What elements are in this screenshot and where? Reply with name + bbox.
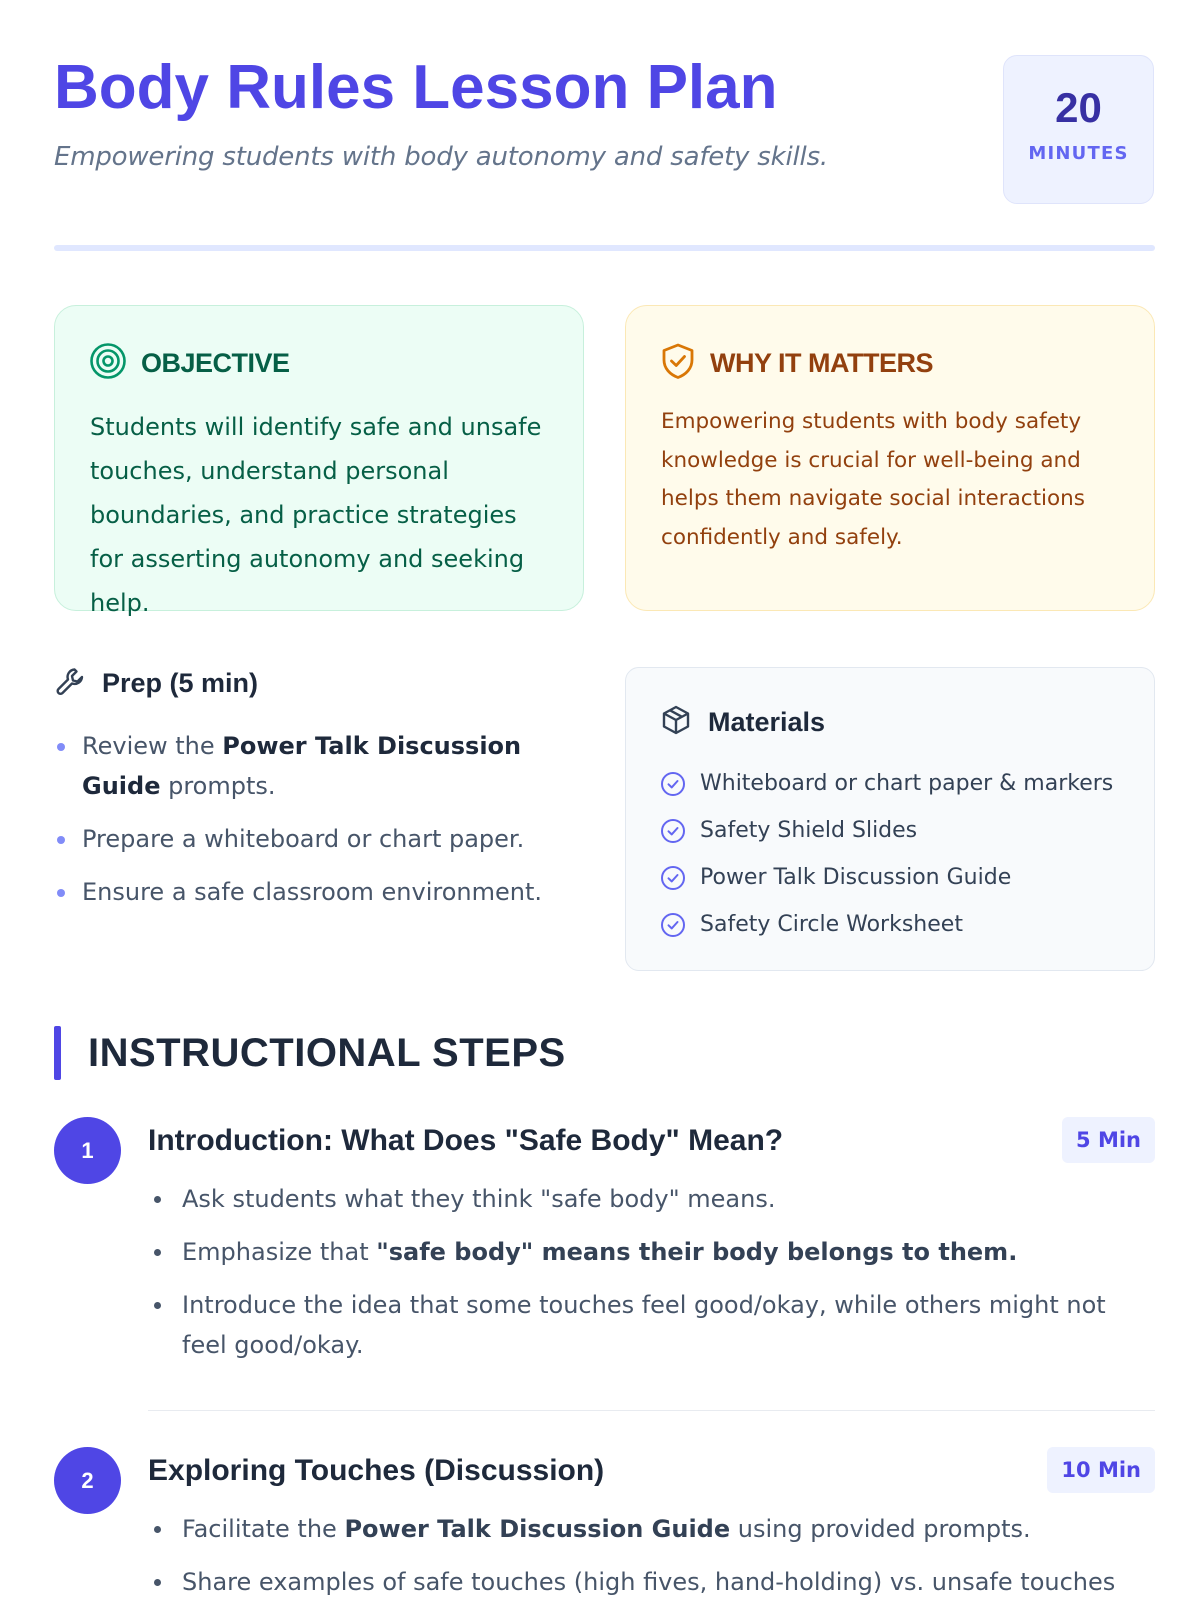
- material-label: Whiteboard or chart paper & markers: [700, 771, 1114, 796]
- step-duration-badge: 5 Min: [1062, 1117, 1155, 1163]
- why-header: [660, 342, 933, 384]
- prep-item-text: Prepare a whiteboard or chart paper.: [82, 825, 525, 853]
- materials-title: Materials: [708, 706, 826, 737]
- step-list: [148, 1179, 1155, 1378]
- check-circle-icon: [660, 865, 686, 891]
- prep-title: Prep (5 min): [102, 667, 259, 698]
- material-label: Power Talk Discussion Guide: [700, 865, 1012, 890]
- prep-item-text-end: prompts.: [160, 772, 276, 800]
- objective-header: [89, 342, 290, 384]
- objective-title: OBJECTIVE: [141, 347, 290, 378]
- page-title: Body Rules Lesson Plan: [54, 53, 778, 122]
- shield-check-icon: [660, 342, 696, 384]
- check-circle-icon: [660, 818, 686, 844]
- why-text: Empowering students with body safety knowledge is crucial for well-being and helps them navigate social interactions confidently and safely.: [661, 409, 1085, 550]
- objective-text: Students will identify safe and unsafe touches, understand personal boundaries, and practice strategies for asserting autonomy and seeking help.: [90, 413, 542, 617]
- step-item-emphasis: "safe body" means their body belongs to them.: [376, 1238, 1018, 1266]
- prep-item-text: Ensure a safe classroom environment.: [82, 878, 542, 906]
- step-item-text-end: using provided prompts.: [730, 1515, 1031, 1543]
- check-circle-icon: [660, 912, 686, 938]
- step-item-emphasis: Power Talk Discussion Guide: [344, 1515, 731, 1543]
- prep-item-text: Review the: [82, 732, 223, 760]
- step-item: [148, 1232, 1155, 1272]
- prep-item: [54, 726, 594, 806]
- step-1: [54, 1117, 1155, 1407]
- step-item-text: Introduce the idea that some touches feel good/okay, while others might not feel good/okay.: [182, 1291, 1106, 1359]
- step-item: [148, 1285, 1155, 1365]
- section-title: INSTRUCTIONAL STEPS: [88, 1031, 566, 1075]
- materials-card: [625, 667, 1155, 971]
- prep-item-emphasis: Power Talk Discussion Guide: [82, 732, 522, 800]
- step-2: [54, 1447, 1155, 1600]
- wrench-icon: [54, 665, 86, 701]
- step-item-text: Facilitate the: [182, 1515, 345, 1543]
- step-item-text: Share examples of safe touches (high fives, hand-holding) vs. unsafe touches: [182, 1568, 1116, 1596]
- step-number-badge: 1: [54, 1117, 121, 1184]
- step-duration-badge: 10 Min: [1047, 1447, 1155, 1493]
- objective-card: [54, 305, 584, 617]
- target-icon: [89, 342, 127, 384]
- step-number-badge: 2: [54, 1447, 121, 1514]
- material-item: [660, 854, 1113, 901]
- material-label: Safety Shield Slides: [700, 818, 918, 843]
- section-accent-bar: [54, 1026, 61, 1080]
- step-item-text: Ask students what they think "safe body" means.: [182, 1185, 776, 1213]
- step-list: [148, 1509, 1155, 1615]
- prep-list: [54, 726, 594, 912]
- step-title: Exploring Touches (Discussion): [148, 1454, 605, 1487]
- step-divider: [148, 1410, 1155, 1411]
- duration-badge: [1003, 55, 1154, 204]
- step-title: Introduction: What Does "Safe Body" Mean?: [148, 1124, 784, 1157]
- check-circle-icon: [660, 771, 686, 797]
- duration-unit: MINUTES: [1028, 143, 1129, 164]
- prep-item: [54, 819, 594, 859]
- why-title: WHY IT MATTERS: [710, 347, 933, 378]
- materials-header: [660, 704, 825, 740]
- box-icon: [660, 704, 692, 740]
- prep-header: [54, 665, 594, 701]
- why-it-matters-card: [625, 305, 1155, 611]
- material-label: Safety Circle Worksheet: [700, 912, 963, 937]
- prep-item: [54, 872, 594, 912]
- material-item: [660, 807, 1113, 854]
- page-subtitle: Empowering students with body autonomy and safety skills.: [54, 142, 828, 172]
- step-item: [148, 1179, 1155, 1219]
- prep-section: [54, 665, 594, 925]
- duration-value: 20: [1055, 84, 1102, 131]
- step-item: [148, 1562, 1155, 1602]
- page-header: [54, 52, 1154, 172]
- step-item-text: Emphasize that: [182, 1238, 377, 1266]
- material-item: [660, 760, 1113, 807]
- step-item: [148, 1509, 1155, 1549]
- materials-list: [660, 760, 1113, 948]
- header-divider: [54, 245, 1155, 251]
- material-item: [660, 901, 1113, 948]
